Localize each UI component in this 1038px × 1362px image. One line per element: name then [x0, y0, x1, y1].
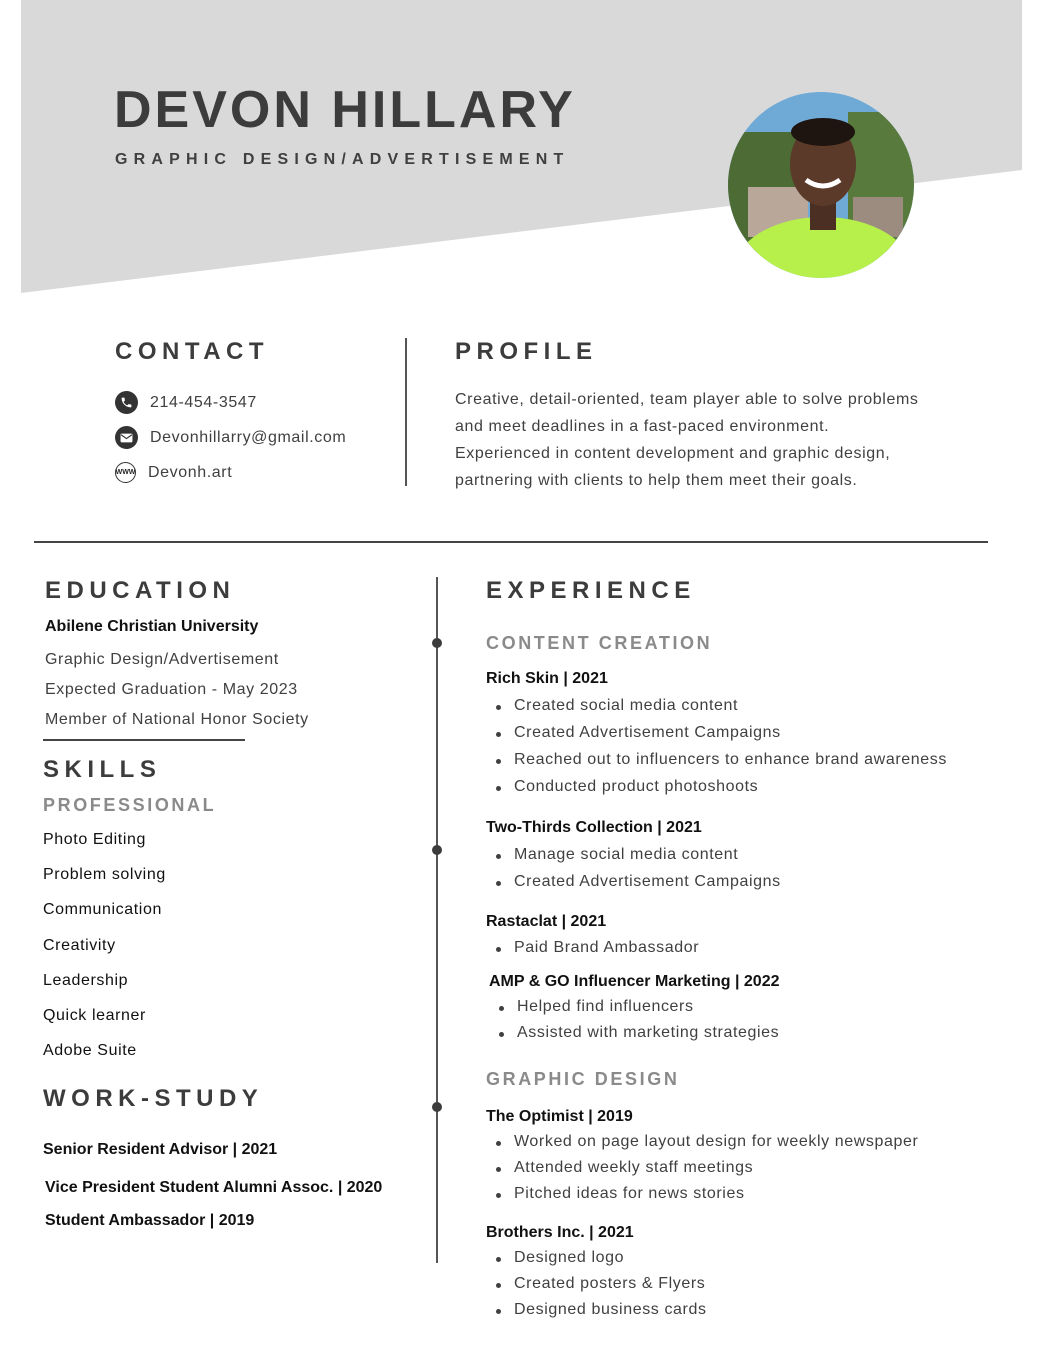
email-text: Devonhillarry@gmail.com: [150, 428, 347, 446]
job-heading: Brothers Inc. | 2021: [486, 1224, 634, 1241]
job-bullet: Designed business cards: [486, 1301, 707, 1327]
job-bullet: Helped find influencers: [489, 998, 779, 1024]
job-bullet: Paid Brand Ambassador: [486, 939, 699, 966]
timeline-node: [432, 1102, 442, 1112]
job-bullet: Attended weekly staff meetings: [486, 1159, 918, 1185]
profile-line: partnering with clients to help them meet their goals.: [455, 472, 858, 489]
workstudy-item: Student Ambassador | 2019: [45, 1212, 255, 1229]
profile-photo: [728, 92, 914, 278]
job-bullet: Created Advertisement Campaigns: [486, 724, 947, 751]
job-bullet: Worked on page layout design for weekly newspaper: [486, 1133, 918, 1159]
skill-item: Communication: [43, 901, 162, 918]
job-bullet: Manage social media content: [486, 846, 781, 873]
contact-phone[interactable]: [115, 391, 257, 414]
skill-item: Adobe Suite: [43, 1042, 137, 1059]
job-heading: Rich Skin | 2021: [486, 670, 608, 687]
job-heading: The Optimist | 2019: [486, 1108, 633, 1125]
job-heading: Rastaclat | 2021: [486, 913, 607, 930]
skill-item: Photo Editing: [43, 831, 146, 848]
job-bullets: [486, 697, 947, 805]
job-bullets: [486, 846, 781, 900]
contact-heading: CONTACT: [115, 338, 270, 365]
timeline-node: [432, 638, 442, 648]
job-bullets: [486, 939, 699, 966]
workstudy-item: Vice President Student Alumni Assoc. | 2020: [45, 1179, 383, 1196]
job-bullets: [486, 1249, 707, 1327]
skill-item: Creativity: [43, 937, 116, 954]
graphic-design-heading: GRAPHIC DESIGN: [486, 1069, 680, 1089]
contact-website[interactable]: [115, 462, 232, 483]
experience-heading: EXPERIENCE: [486, 577, 696, 604]
skills-heading: SKILLS: [43, 756, 162, 783]
job-bullet: Reached out to influencers to enhance brand awareness: [486, 751, 947, 778]
education-line: Graphic Design/Advertisement: [45, 651, 279, 668]
contact-email[interactable]: [115, 426, 346, 449]
school-name: Abilene Christian University: [45, 618, 259, 635]
job-bullet: Created Advertisement Campaigns: [486, 873, 781, 900]
education-divider: [43, 739, 245, 741]
workstudy-item: Senior Resident Advisor | 2021: [43, 1141, 278, 1158]
profile-line: and meet deadlines in a fast-paced environment.: [455, 418, 830, 435]
job-bullet: Designed logo: [486, 1249, 707, 1275]
job-heading: AMP & GO Influencer Marketing | 2022: [489, 973, 780, 990]
phone-text: 214-454-3547: [150, 393, 257, 411]
job-bullets: [489, 998, 779, 1050]
section-divider: [34, 541, 988, 543]
email-icon: [115, 426, 138, 449]
contact-divider: [405, 338, 407, 486]
skill-item: Problem solving: [43, 866, 166, 883]
phone-icon: [115, 391, 138, 414]
content-creation-heading: CONTENT CREATION: [486, 633, 713, 653]
website-icon: WWW: [115, 462, 136, 483]
profile-heading: PROFILE: [455, 338, 598, 365]
education-line: Expected Graduation - May 2023: [45, 681, 298, 698]
skill-item: Quick learner: [43, 1007, 146, 1024]
job-bullet: Pitched ideas for news stories: [486, 1185, 918, 1211]
timeline-line: [436, 577, 438, 1263]
job-bullet: Created posters & Flyers: [486, 1275, 707, 1301]
candidate-title: GRAPHIC DESIGN/ADVERTISEMENT: [115, 151, 570, 168]
workstudy-heading: WORK-STUDY: [43, 1085, 264, 1112]
timeline-node: [432, 845, 442, 855]
candidate-name: DEVON HILLARY: [114, 81, 576, 139]
education-heading: EDUCATION: [45, 577, 236, 604]
job-bullet: Assisted with marketing strategies: [489, 1024, 779, 1050]
job-heading: Two-Thirds Collection | 2021: [486, 819, 702, 836]
profile-line: Creative, detail-oriented, team player able to solve problems: [455, 391, 919, 408]
job-bullet: Created social media content: [486, 697, 947, 724]
education-line: Member of National Honor Society: [45, 711, 309, 728]
profile-line: Experienced in content development and graphic design,: [455, 445, 891, 462]
website-text: Devonh.art: [148, 463, 233, 481]
job-bullet: Conducted product photoshoots: [486, 778, 947, 805]
skills-subheading: PROFESSIONAL: [43, 795, 217, 815]
job-bullets: [486, 1133, 918, 1211]
skill-item: Leadership: [43, 972, 129, 989]
